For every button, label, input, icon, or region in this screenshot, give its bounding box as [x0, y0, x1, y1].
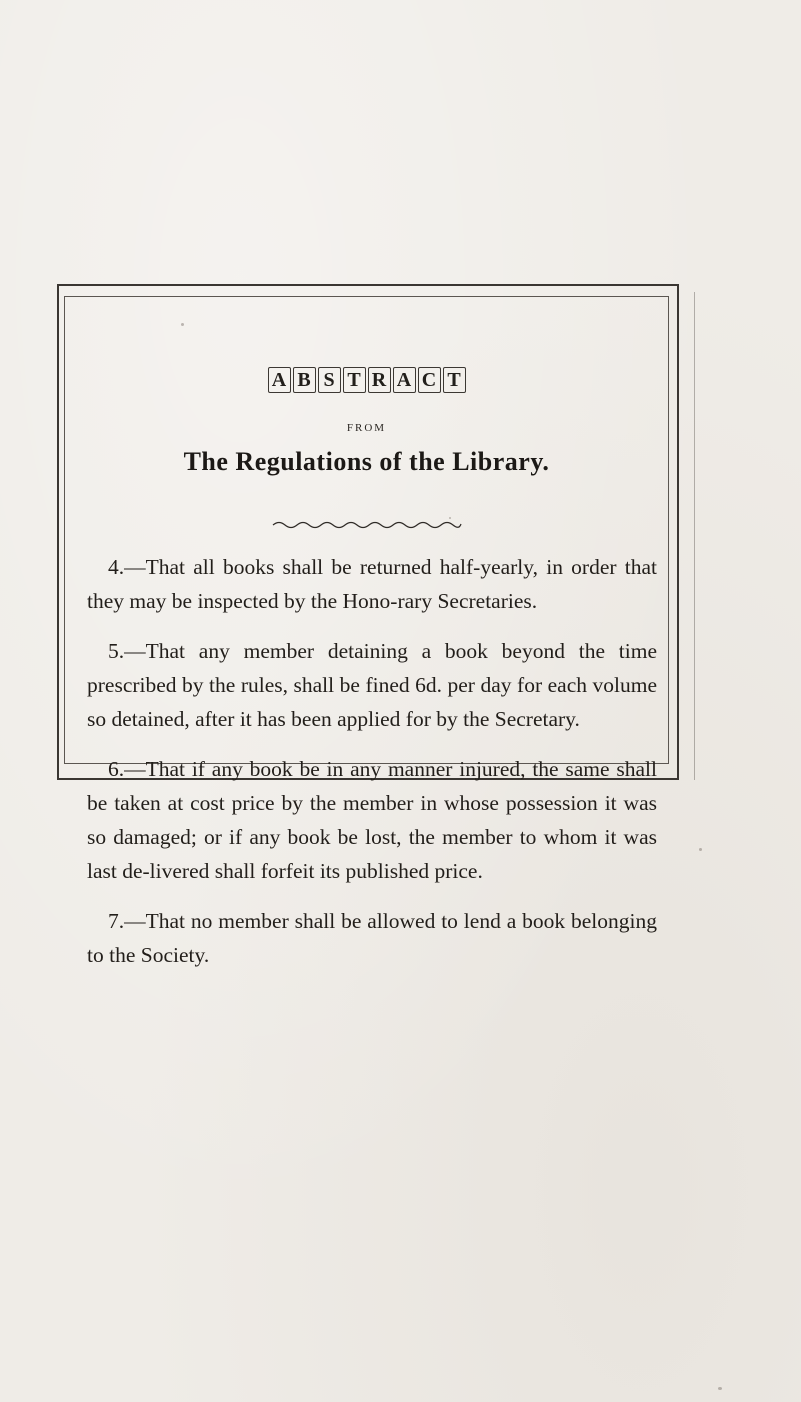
rule-item	[87, 904, 657, 972]
rule-number: 7.	[108, 909, 125, 933]
title-letter: R	[368, 367, 391, 393]
title-letter: T	[343, 367, 366, 393]
rule-number: 5.	[108, 639, 125, 663]
paper-speck	[699, 848, 702, 851]
paper-speck	[718, 1387, 722, 1390]
rule-item	[87, 550, 657, 618]
title-letter: S	[318, 367, 341, 393]
rule-text: —That all books shall be returned half-yearly, in order that they may be inspected by the Hono-rary Secretaries.	[87, 555, 657, 613]
title-letter: A	[268, 367, 291, 393]
rule-text: —That no member shall be allowed to lend a book belonging to the Society.	[87, 909, 657, 967]
abstract-title	[65, 365, 668, 393]
title-letter: C	[418, 367, 441, 393]
title-letter: T	[443, 367, 466, 393]
rule-item	[87, 752, 657, 888]
title-letter: A	[393, 367, 416, 393]
rules-list	[87, 550, 657, 988]
rule-item	[87, 634, 657, 736]
rule-text: —That any member detaining a book beyond the time prescribed by the rules, shall be fined 6d. per day for each volume so detained, after it has been applied for by the Secretary.	[87, 639, 657, 731]
rule-text: —That if any book be in any manner injured, the same shall be taken at cost price by the member in whose possession it was so damaged; or if any book be lost, the member to whom it was last de-livered shall forfeit its published price.	[87, 757, 657, 883]
rule-number: 6.	[108, 757, 125, 781]
title-letter: B	[293, 367, 316, 393]
from-label: FROM	[346, 422, 387, 434]
document-inner-border	[64, 296, 669, 967]
document-outer-border	[57, 284, 679, 967]
rule-number: 4.	[108, 555, 125, 579]
regulations-title: The Regulations of the Library.	[183, 447, 550, 476]
wavy-rule-ornament	[271, 519, 463, 529]
